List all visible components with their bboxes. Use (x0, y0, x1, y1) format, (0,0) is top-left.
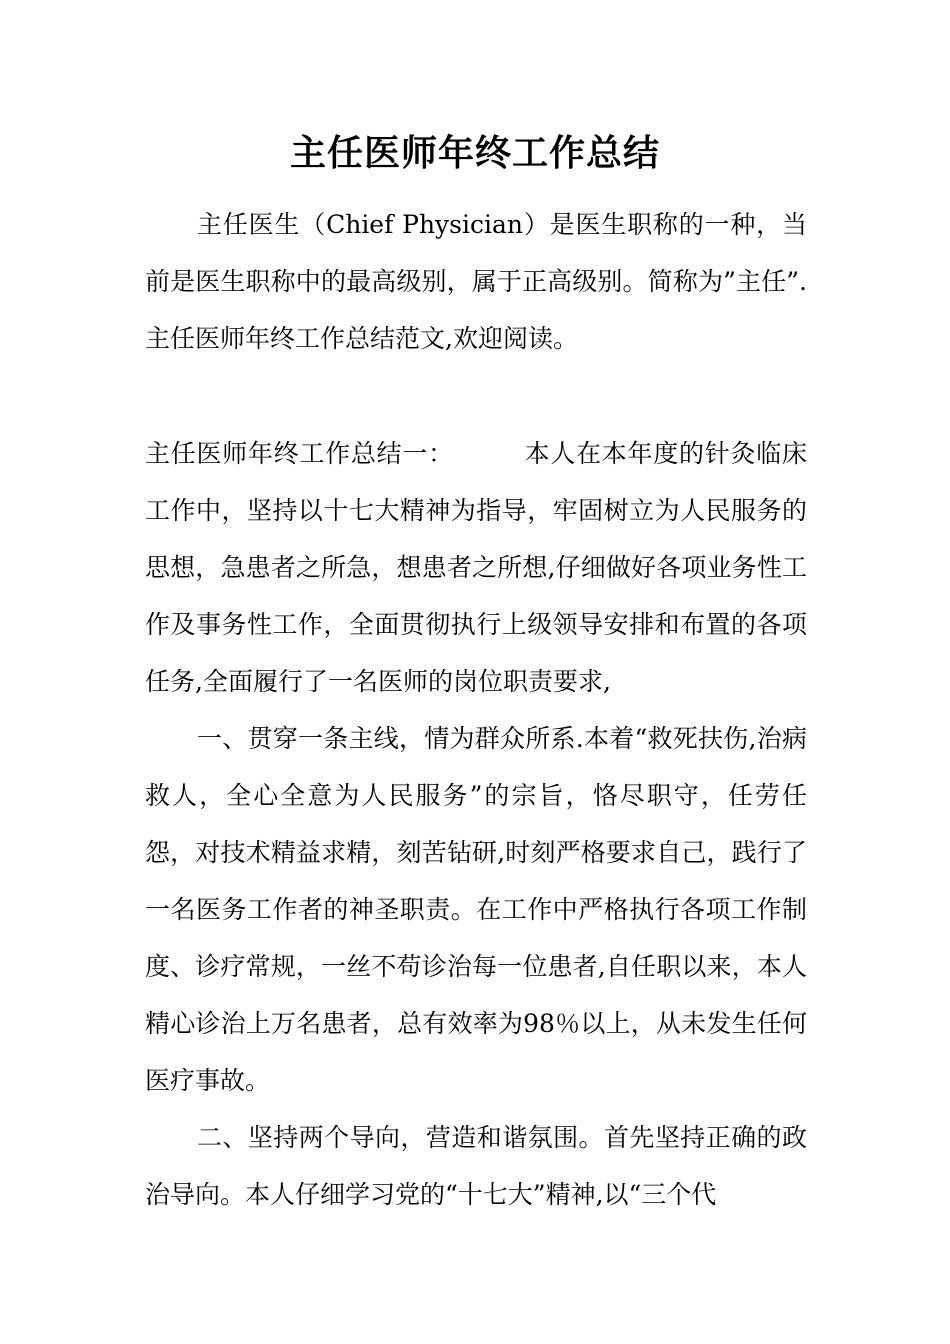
section-one-block (145, 425, 807, 1223)
section-paragraph-text: 本人在本年度的针灸临床工作中，坚持以十七大精神为指导，牢固树立为人民服务的思想，急患者之所急，想患者之所想,仔细做好各项业务性工作及事务性工作，全面贯彻执行上级领导安排和布置的各项任务,全面履行了一名医师的岗位职责要求, (145, 439, 807, 696)
section-one-first-paragraph (145, 425, 807, 710)
intro-block (145, 196, 807, 367)
intro-paragraph: 主任医生（Chief Physician）是医生职称的一种，当前是医生职称中的最高级别，属于正高级别。简称为”主任”.主任医师年终工作总结范文,欢迎阅读。 (145, 210, 807, 353)
section-paragraph-2: 一、贯穿一条主线，情为群众所系.本着“救死扶伤,治病救人，全心全意为人民服务”的宗旨，恪尽职守，任劳任怨，对技术精益求精，刻苦钻研,时刻严格要求自己，践行了一名医务工作者的神圣职责。在工作中严格执行各项工作制度、诊疗常规，一丝不苟诊治每一位患者,自任职以来，本人精心诊治上万名患者，总有效率为98％以上，从未发生任何医疗事故。 (145, 724, 807, 1095)
section-paragraph-3: 二、坚持两个导向，营造和谐氛围。首先坚持正确的政治导向。本人仔细学习党的“十七大”精神,以“三个代 (145, 1123, 807, 1209)
document-title: 主任医师年终工作总结 (289, 132, 660, 174)
section-heading: 主任医师年终工作总结一： (145, 439, 454, 468)
